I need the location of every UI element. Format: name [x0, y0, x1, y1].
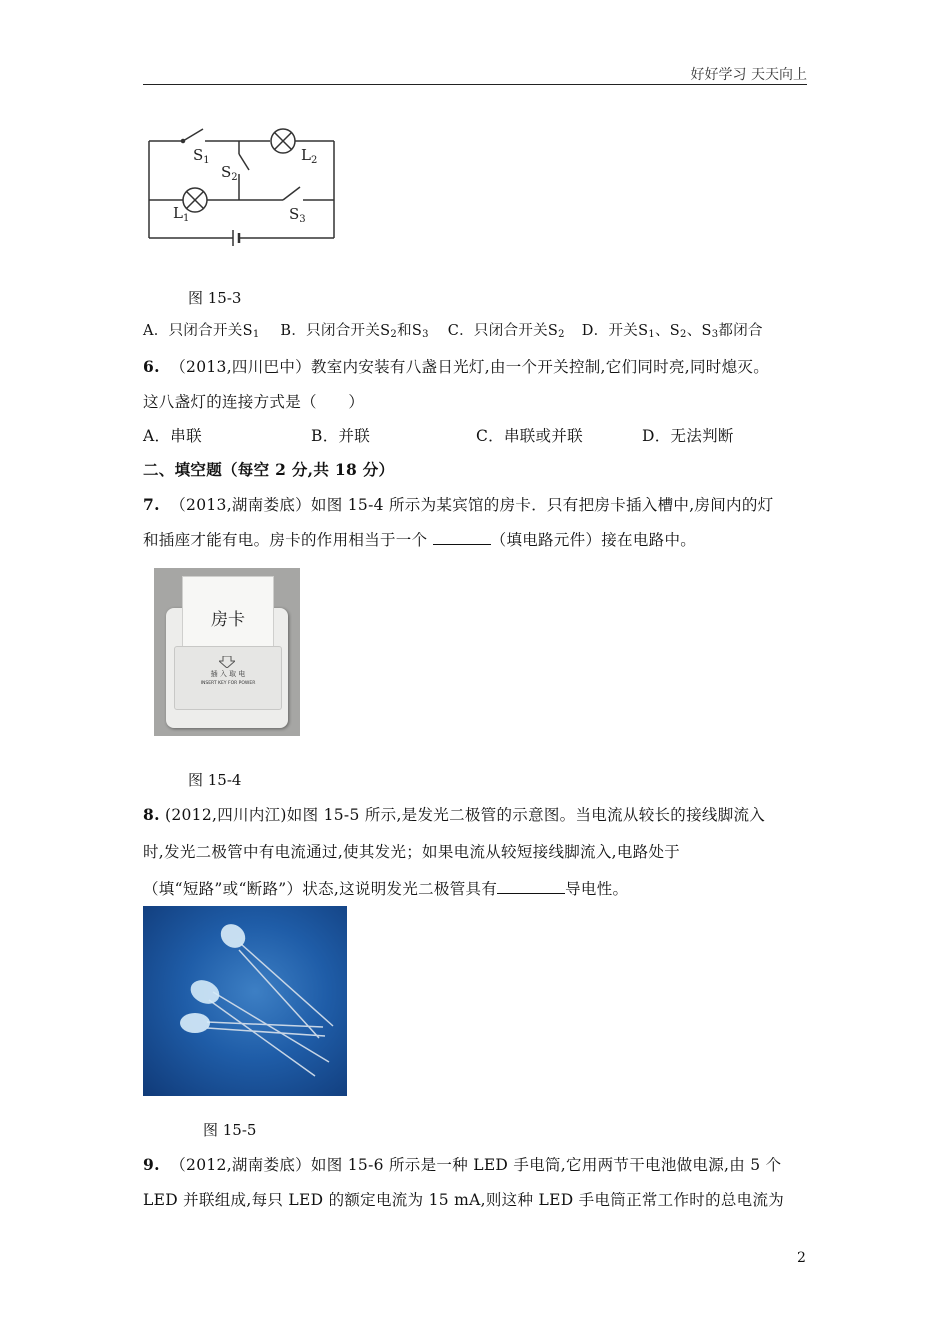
- q7-answer-blank[interactable]: [433, 530, 491, 545]
- down-arrow-icon: [219, 653, 235, 665]
- q9-number: 9.: [143, 1155, 160, 1174]
- q5-option-d: D．开关$S_1$、$S_2$、$S_3$都闭合: [581, 323, 763, 340]
- page-header-text: 好好学习 天天向上: [690, 67, 807, 83]
- label-l2: $L_2$: [301, 146, 318, 166]
- slot-text-en: INSERT KEY FOR POWER: [200, 681, 256, 686]
- q5-option-c: C．只闭合开关$S_2$: [447, 323, 565, 340]
- card-slot: [174, 646, 282, 710]
- header-rule: [143, 84, 807, 85]
- q6-line-1: 6. （2013,四川巴中）教室内安装有八盏日光灯,由一个开关控制,它们同时亮,同时熄灭。: [143, 357, 770, 376]
- q6-option-c: C．串联或并联: [476, 427, 583, 445]
- label-l1: $L_1$: [173, 204, 190, 224]
- room-card-label: 房卡: [211, 610, 245, 630]
- q8-line-2: 时,发光二极管中有电流通过,使其发光；如果电流从较短接线脚流入,电路处于: [143, 843, 681, 861]
- q5-options: [143, 319, 763, 340]
- q5-option-b: B．只闭合开关$S_2$和$S_3$: [280, 323, 429, 340]
- label-s1: $S_1$: [193, 146, 210, 166]
- q6-line-2: 这八盏灯的连接方式是（ ）: [143, 393, 365, 411]
- label-s2: $S_2$: [221, 163, 238, 183]
- led-svg: [143, 906, 347, 1096]
- q8-line-3: （填“短路”或“断路”）状态,这说明发光二极管具有 导电性。: [143, 880, 629, 898]
- led-photo: [143, 906, 347, 1096]
- figure-caption-15-5: 图 15-5: [203, 1121, 257, 1139]
- q5-option-a: A．只闭合开关$S_1$: [143, 323, 260, 340]
- q6-option-a: A．串联: [143, 427, 202, 445]
- figure-caption-15-4: 图 15-4: [188, 771, 242, 789]
- circuit-diagram-15-3: [143, 120, 343, 250]
- q8-answer-blank[interactable]: [497, 879, 565, 894]
- q6-option-b: B．并联: [311, 427, 371, 445]
- page-number: 2: [797, 1250, 806, 1266]
- label-s3: $S_3$: [289, 205, 306, 225]
- q6-option-d: D．无法判断: [642, 427, 734, 445]
- q6-number: 6.: [143, 357, 160, 376]
- room-card-photo: [154, 568, 300, 736]
- q6-options: [143, 424, 734, 446]
- q9-line-1: 9. （2012,湖南娄底）如图 15-6 所示是一种 LED 手电筒,它用两节干电池做电源,由 5 个: [143, 1155, 782, 1174]
- section-title-fill-in: 二、填空题（每空 2 分,共 18 分）: [143, 460, 395, 479]
- q9-line-2: LED 并联组成,每只 LED 的额定电流为 15 mA,则这种 LED 手电筒正常工作时的总电流为: [143, 1191, 785, 1209]
- q7-line-2: 和插座才能有电。房卡的作用相当于一个 （填电路元件）接在电路中。: [143, 531, 697, 549]
- q8-number: 8.: [143, 805, 160, 824]
- q7-number: 7.: [143, 495, 160, 514]
- slot-text-cn: 插 入 取 电: [210, 670, 246, 678]
- q7-line-1: 7. （2013,湖南娄底）如图 15-4 所示为某宾馆的房卡．只有把房卡插入槽中,房间内的灯: [143, 495, 774, 514]
- q8-line-1: 8. (2012,四川内江)如图 15-5 所示,是发光二极管的示意图。当电流从较长的接线脚流入: [143, 805, 766, 824]
- figure-caption-15-3: 图 15-3: [188, 289, 242, 307]
- circuit-svg: [143, 120, 343, 250]
